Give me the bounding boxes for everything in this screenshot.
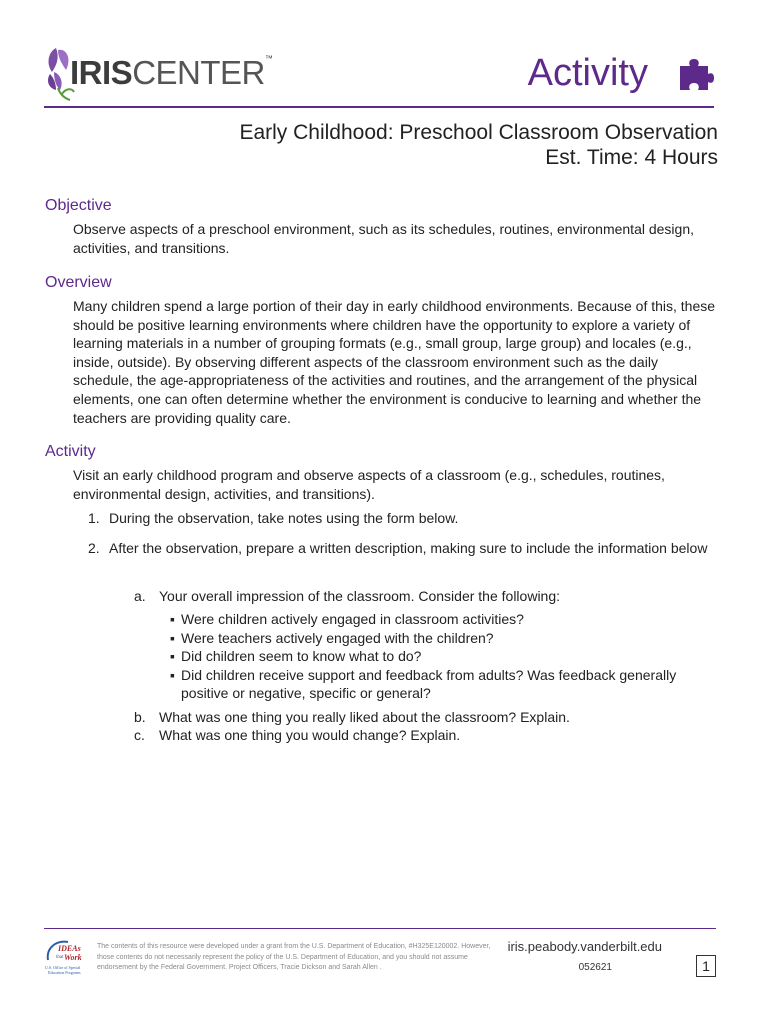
page-header	[0, 0, 768, 110]
bullet-glyph: ▪	[170, 648, 175, 665]
overview-body: Many children spend a large portion of their day in early childhood environments. Because of this, these should be positive learning environments where children have the opportunity to explore a variety of learning materials in a number of grouping formats (e.g., small group, large group) and locales (e.g., inside, outside). By observing different aspects of the classroom environment such as the daily schedule, the age-appropriateness of the activities and routines, and the arrangement of the physical elements, one can often determine whether the environment is conducive to learning and whether the teachers are providing quality care.	[73, 298, 716, 426]
sub-letter: b.	[134, 709, 146, 725]
objective-section	[45, 197, 720, 257]
activity-heading: Activity	[45, 443, 96, 460]
list-item	[88, 539, 720, 558]
page-number: 1	[696, 955, 716, 977]
ideas-that-work-logo	[44, 938, 94, 978]
sub-text: What was one thing you really liked about the classroom? Explain.	[159, 709, 570, 725]
bullet-glyph: ▪	[170, 611, 175, 627]
puzzle-piece-icon	[678, 58, 714, 92]
bullet-text: Did children seem to know what to do?	[181, 648, 422, 665]
bullet-glyph: ▪	[170, 629, 175, 646]
sub-item-c	[134, 726, 720, 745]
list-item	[170, 629, 718, 648]
activity-steps	[88, 509, 720, 568]
sub-item-b	[134, 708, 720, 727]
step-number: 2.	[88, 539, 100, 556]
bullet-text: Were teachers actively engaged with the children?	[181, 629, 494, 646]
bullet-text: Were children actively engaged in classroom activities?	[181, 611, 524, 627]
step-text: During the observation, take notes using the form below.	[109, 510, 459, 526]
logo-wordmark	[70, 54, 272, 92]
overview-heading: Overview	[45, 274, 112, 291]
logo-that: that	[56, 955, 64, 960]
sub-text: What was one thing you would change? Explain.	[159, 727, 461, 743]
bullet-text: Did children receive support and feedback from adults? Was feedback generally positive or negative, specific or general?	[181, 666, 677, 702]
activity-section	[45, 443, 720, 503]
title-est-time: Est. Time: 4 Hours	[545, 146, 718, 169]
title-line-1: Early Childhood: Preschool Classroom Observation	[239, 121, 718, 144]
sub-item-a	[134, 587, 720, 606]
iris-center-logo	[44, 44, 284, 104]
overview-section	[45, 274, 720, 427]
list-item	[88, 509, 720, 528]
list-item	[170, 647, 718, 666]
bullet-glyph: ▪	[170, 666, 175, 683]
page-title	[239, 120, 718, 170]
sub-letter: c.	[134, 727, 145, 743]
logo-iris: IRIS	[70, 54, 133, 91]
logo-center: CENTER	[132, 54, 265, 91]
logo-trademark: ™	[264, 54, 273, 63]
logo-osep-2: Education Programs	[48, 970, 81, 975]
step-text: After the observation, prepare a written description, making sure to include the information below	[109, 539, 708, 556]
sub-text: Your overall impression of the classroom. Consider the following:	[159, 588, 561, 604]
consideration-bullets	[170, 610, 718, 703]
footer-url-link[interactable]: iris.peabody.vanderbilt.edu	[507, 939, 662, 954]
logo-work: Work	[64, 953, 82, 962]
step-number: 1.	[88, 510, 100, 526]
header-divider	[44, 106, 714, 108]
logo-ideas: IDEAs	[58, 944, 81, 953]
logo-osep-1: U.S. Office of Special	[45, 965, 81, 970]
document-code: 052621	[578, 962, 612, 973]
activity-label: Activity	[527, 52, 648, 94]
list-item	[170, 666, 718, 703]
activity-body: Visit an early childhood program and observe aspects of a classroom (e.g., schedules, routines, environmental design, activities, and transitions).	[73, 467, 665, 502]
footer-divider	[44, 928, 716, 929]
list-item	[170, 610, 718, 629]
objective-heading: Objective	[45, 197, 112, 214]
sub-letter: a.	[134, 588, 146, 604]
objective-body: Observe aspects of a preschool environment, such as its schedules, routines, environmental design, activities, and transitions.	[73, 221, 694, 256]
funding-notice: The contents of this resource were developed under a grant from the U.S. Department of Education, #H325E120002. However, those contents do not necessarily represent the policy of the U.S. Department of Education, and you should not assume endorsement by the Federal Government. Project Officers, Tracie Dickson and Sarah Allen .	[97, 943, 491, 971]
